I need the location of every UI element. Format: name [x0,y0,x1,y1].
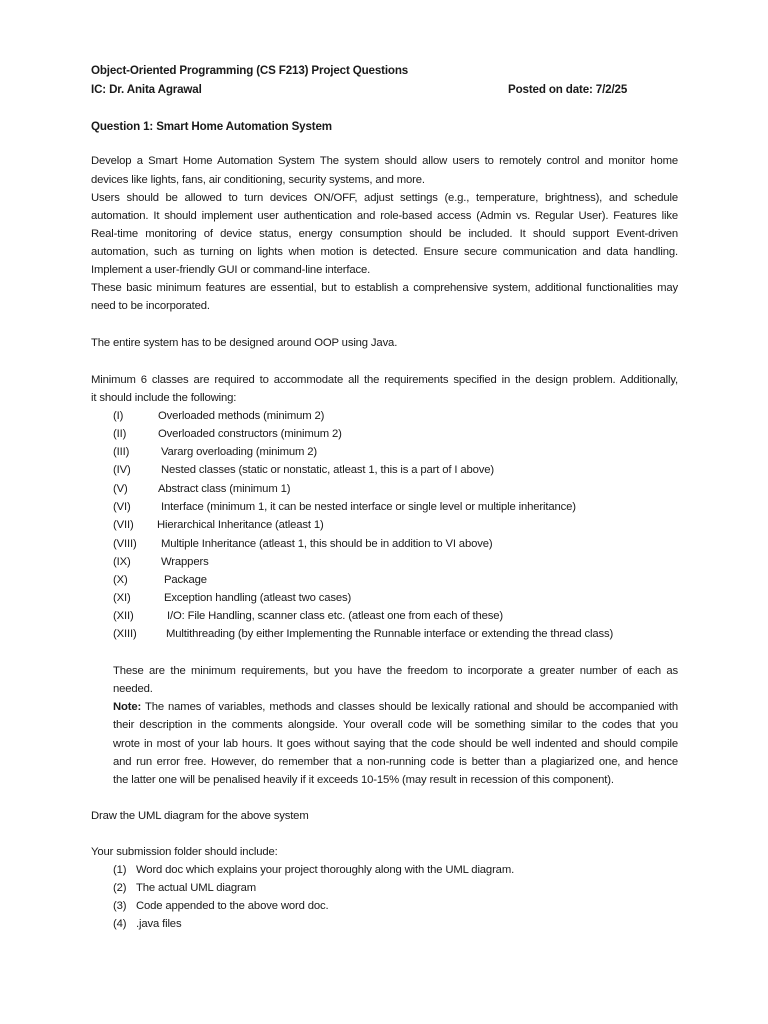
requirement-number: (III) [113,446,130,458]
submission-number: (4) [113,918,127,930]
submission-item: Word doc which explains your project thoroughly along with the UML diagram. [136,864,515,876]
requirement-number: (I) [113,410,124,422]
requirement-text: Package [164,574,207,586]
uml-instruction: Draw the UML diagram for the above system [91,810,309,822]
requirement-text: Multithreading (by either Implementing the Runnable interface or extending the thread class) [166,628,614,640]
question-heading: Question 1: Smart Home Automation System [91,120,332,133]
requirement-number: (IX) [113,556,131,568]
intro-line: automation, such as turning on lights when motion is detected. Ensure secure communication and data handling. [91,246,678,258]
submission-number: (1) [113,864,127,876]
requirement-number: (VIII) [113,538,137,550]
requirement-number: (VII) [113,519,134,531]
intro-line: Implement a user-friendly GUI or command-line interface. [91,264,371,276]
note-line: wrote in most of your lab hours. It goes without saying that the code should be well indented and should compile [113,738,678,750]
intro-line: need to be incorporated. [91,300,210,312]
freedom-line: These are the minimum requirements, but you have the freedom to incorporate a greater number of each as [113,665,678,677]
freedom-line: needed. [113,683,153,695]
requirement-text: Overloaded methods (minimum 2) [158,410,325,422]
requirement-text: Exception handling (atleast two cases) [164,592,352,604]
requirement-text: Abstract class (minimum 1) [158,483,291,495]
requirement-text: Multiple Inheritance (atleast 1, this should be in addition to VI above) [161,538,493,550]
note-label: Note: [113,701,142,713]
note-text: The names of variables, methods and classes should be lexically rational and should be accompanied with [141,701,678,713]
document-title: Object-Oriented Programming (CS F213) Project Questions [91,64,409,77]
requirement-number: (XIII) [113,628,137,640]
requirement-text: Interface (minimum 1, it can be nested interface or single level or multiple inheritance) [161,501,576,513]
requirement-number: (II) [113,428,127,440]
requirement-number: (X) [113,574,128,586]
posted-date: Posted on date: 7/2/25 [508,83,628,96]
intro-line: These basic minimum features are essential, but to establish a comprehensive system, additional functionalities may [91,282,678,294]
note-line: the latter one will be penalised heavily if it exceeds 10-15% (may result in recession of this component). [113,774,614,786]
requirement-text: Overloaded constructors (minimum 2) [158,428,342,440]
submission-heading: Your submission folder should include: [91,846,278,858]
note-line: and run error free. However, do remember that a non-running code is better than a plagiarized one, and hence [113,756,678,768]
requirement-number: (VI) [113,501,131,513]
intro-line: Real-time monitoring of device status, energy consumption should be included. It should support Event-driven [91,228,678,240]
requirement-number: (XI) [113,592,131,604]
note-line: their description in the comments alongside. Your overall code will be something similar to the codes that you [113,719,678,731]
submission-item: Code appended to the above word doc. [136,900,329,912]
oop-statement: The entire system has to be designed around OOP using Java. [91,337,398,349]
instructor-name: IC: Dr. Anita Agrawal [91,83,202,96]
requirement-text: Wrappers [161,556,209,568]
submission-number: (3) [113,900,127,912]
requirement-number: (IV) [113,464,131,476]
requirement-number: (V) [113,483,128,495]
requirement-text: I/O: File Handling, scanner class etc. (atleast one from each of these) [167,610,503,622]
requirement-text: Hierarchical Inheritance (atleast 1) [157,519,324,531]
submission-item: The actual UML diagram [136,882,256,894]
requirement-text: Vararg overloading (minimum 2) [161,446,318,458]
note-line [113,701,678,713]
intro-line: automation. It should implement user authentication and role-based access (Admin vs. Regular User). Features like [91,210,678,222]
intro-line: Develop a Smart Home Automation System The system should allow users to remotely control and monitor home [91,155,678,167]
requirement-number: (XII) [113,610,134,622]
submission-item: .java files [136,918,182,930]
minimum-classes-line: it should include the following: [91,392,237,404]
intro-line: devices like lights, fans, air conditioning, security systems, and more. [91,174,425,186]
requirement-text: Nested classes (static or nonstatic, atleast 1, this is a part of I above) [161,464,494,476]
intro-line: Users should be allowed to turn devices ON/OFF, adjust settings (e.g., temperature, brightness), and schedule [91,192,678,204]
minimum-classes-line: Minimum 6 classes are required to accommodate all the requirements specified in the design problem. Additionally, [91,374,678,386]
submission-number: (2) [113,882,127,894]
